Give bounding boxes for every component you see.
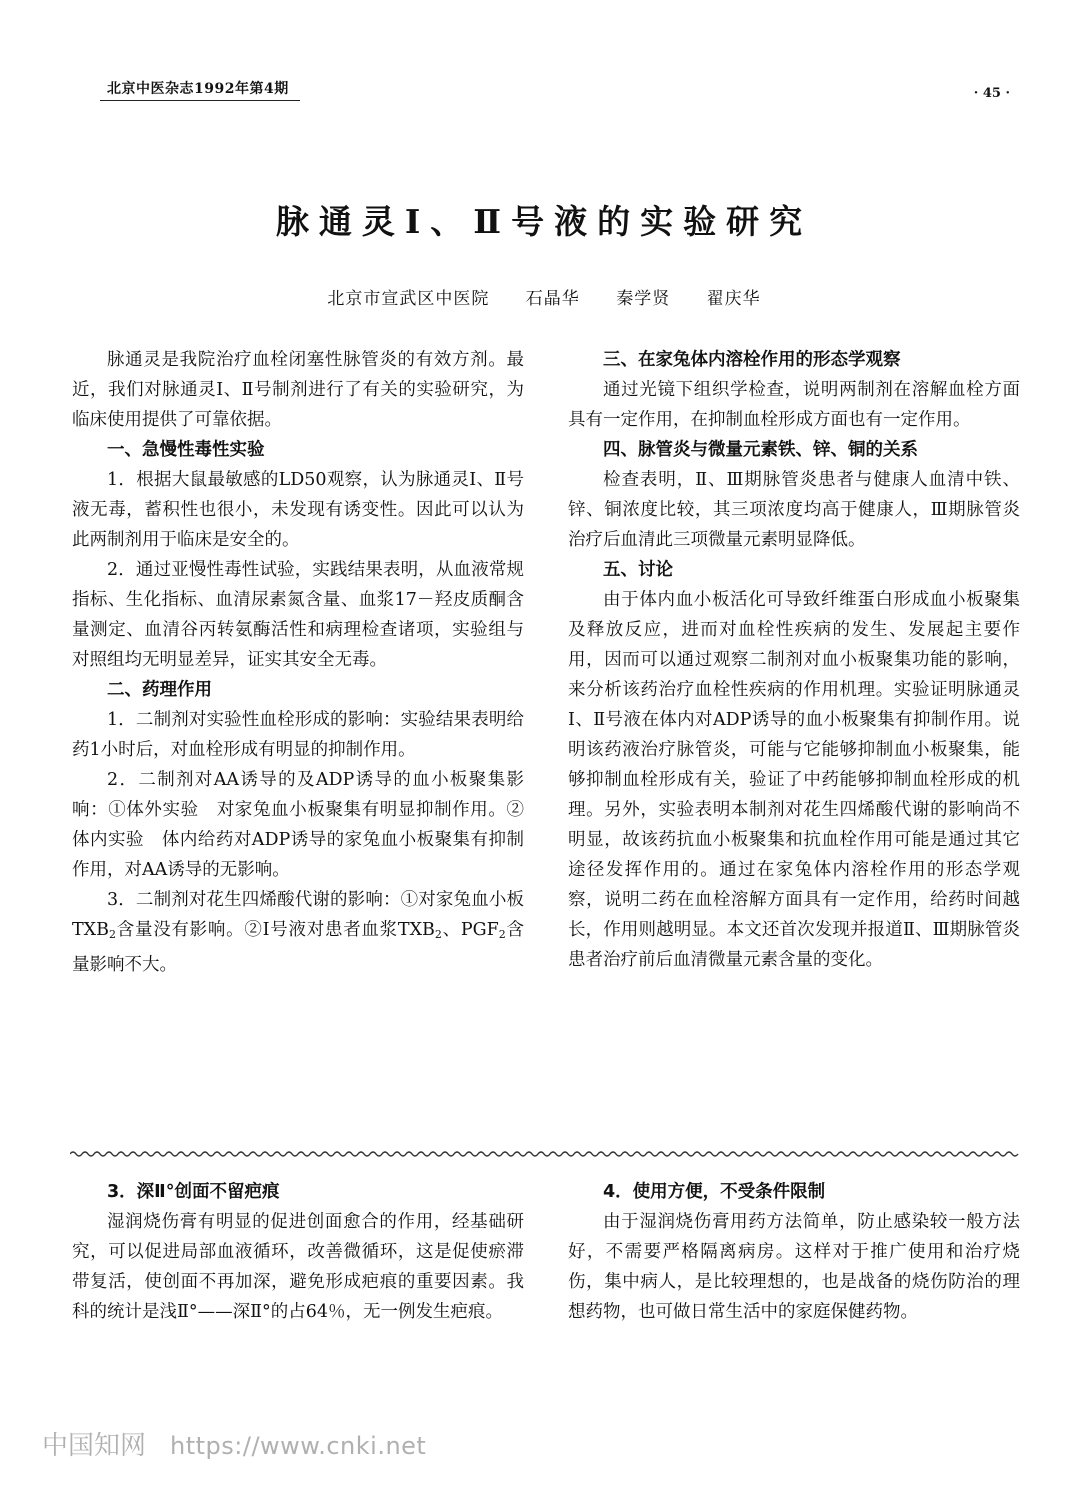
article-title: 脉通灵Ⅰ、Ⅱ号液的实验研究	[275, 202, 813, 241]
section-heading: 二、药理作用	[107, 680, 212, 700]
continued-left-column	[72, 1177, 524, 1327]
author-name: 石晶华	[525, 289, 580, 309]
body-paragraph: 1．根据大鼠最敏感的LD50观察，认为脉通灵Ⅰ、Ⅱ号液无毒，蓄积性也很小，未发现有诱变性。因此可以认为此两制剂用于临床是安全的。	[72, 470, 524, 550]
section-heading: 四、脉管炎与微量元素铁、锌、铜的关系	[603, 440, 918, 460]
body-paragraph: 2．二制剂对AA诱导的及ADP诱导的血小板聚集影响：①体外实验 对家兔血小板聚集有明显抑制作用。②体内实验 体内给药对ADP诱导的家兔血小板聚集有抑制作用，对AA诱导的无影响。	[72, 770, 524, 880]
author-name: 秦学贤	[616, 289, 671, 309]
watermark-url: https://www.cnki.net	[170, 1432, 427, 1460]
page-number: · 45 ·	[973, 86, 1010, 101]
running-head: 北京中医杂志1992年第4期	[107, 81, 289, 97]
body-paragraph: 由于体内血小板活化可导致纤维蛋白形成血小板聚集及释放反应，进而对血栓性疾病的发生、发展起主要作用，因而可以通过观察二制剂对血小板聚集功能的影响，来分析该药治疗血栓性疾病的作用机理。实验证明脉通灵Ⅰ、Ⅱ号液在体内对ADP诱导的血小板聚集有抑制作用。说明该药液治疗脉管炎，可能与它能够抑制血小板聚集，能够抑制血栓形成有关，验证了中药能够抑制血栓形成的机理。另外，实验表明本制剂对花生四烯酸代谢的影响尚不明显，故该药抗血小板聚集和抗血栓作用可能是通过其它途径发挥作用的。通过在家兔体内溶栓作用的形态学观察，说明二药在血栓溶解方面具有一定作用，给药时间越长，作用则越明显。本文还首次发现并报道Ⅱ、Ⅲ期脉管炎患者治疗前后血清微量元素含量的变化。	[568, 590, 1020, 970]
left-column	[72, 345, 524, 980]
wavy-divider	[70, 1150, 1020, 1158]
section-heading: 4．使用方便，不受条件限制	[603, 1182, 826, 1202]
right-column	[568, 345, 1020, 975]
body-paragraph: 2．通过亚慢性毒性试验，实践结果表明，从血液常规指标、生化指标、血清尿素氮含量、血浆17－羟皮质酮含量测定、血清谷丙转氨酶活性和病理检查诸项，实验组与对照组均无明显差异，证实其安全无毒。	[72, 560, 524, 670]
body-paragraph: 由于湿润烧伤膏用药方法简单，防止感染较一般方法好，不需要严格隔离病房。这样对于推广使用和治疗烧伤，集中病人，是比较理想的，也是战备的烧伤防治的理想药物，也可做日常生活中的家庭保健药物。	[568, 1212, 1020, 1322]
body-paragraph: 通过光镜下组织学检查，说明两制剂在溶解血栓方面具有一定作用，在抑制血栓形成方面也有一定作用。	[568, 380, 1020, 430]
intro-paragraph: 脉通灵是我院治疗血栓闭塞性脉管炎的有效方剂。最近，我们对脉通灵Ⅰ、Ⅱ号制剂进行了有关的实验研究，为临床使用提供了可靠依据。	[72, 350, 524, 430]
section-heading: 一、急慢性毒性实验	[107, 440, 265, 460]
body-paragraph: 检查表明，Ⅱ、Ⅲ期脉管炎患者与健康人血清中铁、锌、铜浓度比较，其三项浓度均高于健康人，Ⅲ期脉管炎治疗后血清此三项微量元素明显降低。	[568, 470, 1020, 550]
author-line	[0, 284, 1088, 309]
author-name: 翟庆华	[706, 289, 761, 309]
body-paragraph: 1．二制剂对实验性血栓形成的影响：实验结果表明给药1小时后，对血栓形成有明显的抑制作用。	[72, 710, 524, 760]
continued-right-column	[568, 1177, 1020, 1327]
body-paragraph: 湿润烧伤膏有明显的促进创面愈合的作用，经基础研究，可以促进局部血液循环，改善微循环，这是促使瘀滞带复活，使创面不再加深，避免形成疤痕的重要因素。我科的统计是浅Ⅱ°——深Ⅱ°的占64％，无一例发生疤痕。	[72, 1212, 524, 1322]
section-heading: 三、在家兔体内溶栓作用的形态学观察	[603, 350, 901, 370]
section-heading: 五、讨论	[603, 560, 673, 580]
header-rule	[100, 100, 300, 101]
section-heading: 3．深Ⅱ°创面不留疤痕	[107, 1182, 280, 1202]
affiliation: 北京市宣武区中医院	[327, 289, 490, 309]
body-paragraph: 3．二制剂对花生四烯酸代谢的影响：①对家兔血小板$TXB_2$含量没有影响。②Ⅰ号液对患者血浆$TXB_2$、$PGF_2$含量影响不大。	[72, 890, 524, 975]
cnki-watermark	[42, 1425, 426, 1462]
watermark-brand: 中国知网	[42, 1431, 147, 1461]
